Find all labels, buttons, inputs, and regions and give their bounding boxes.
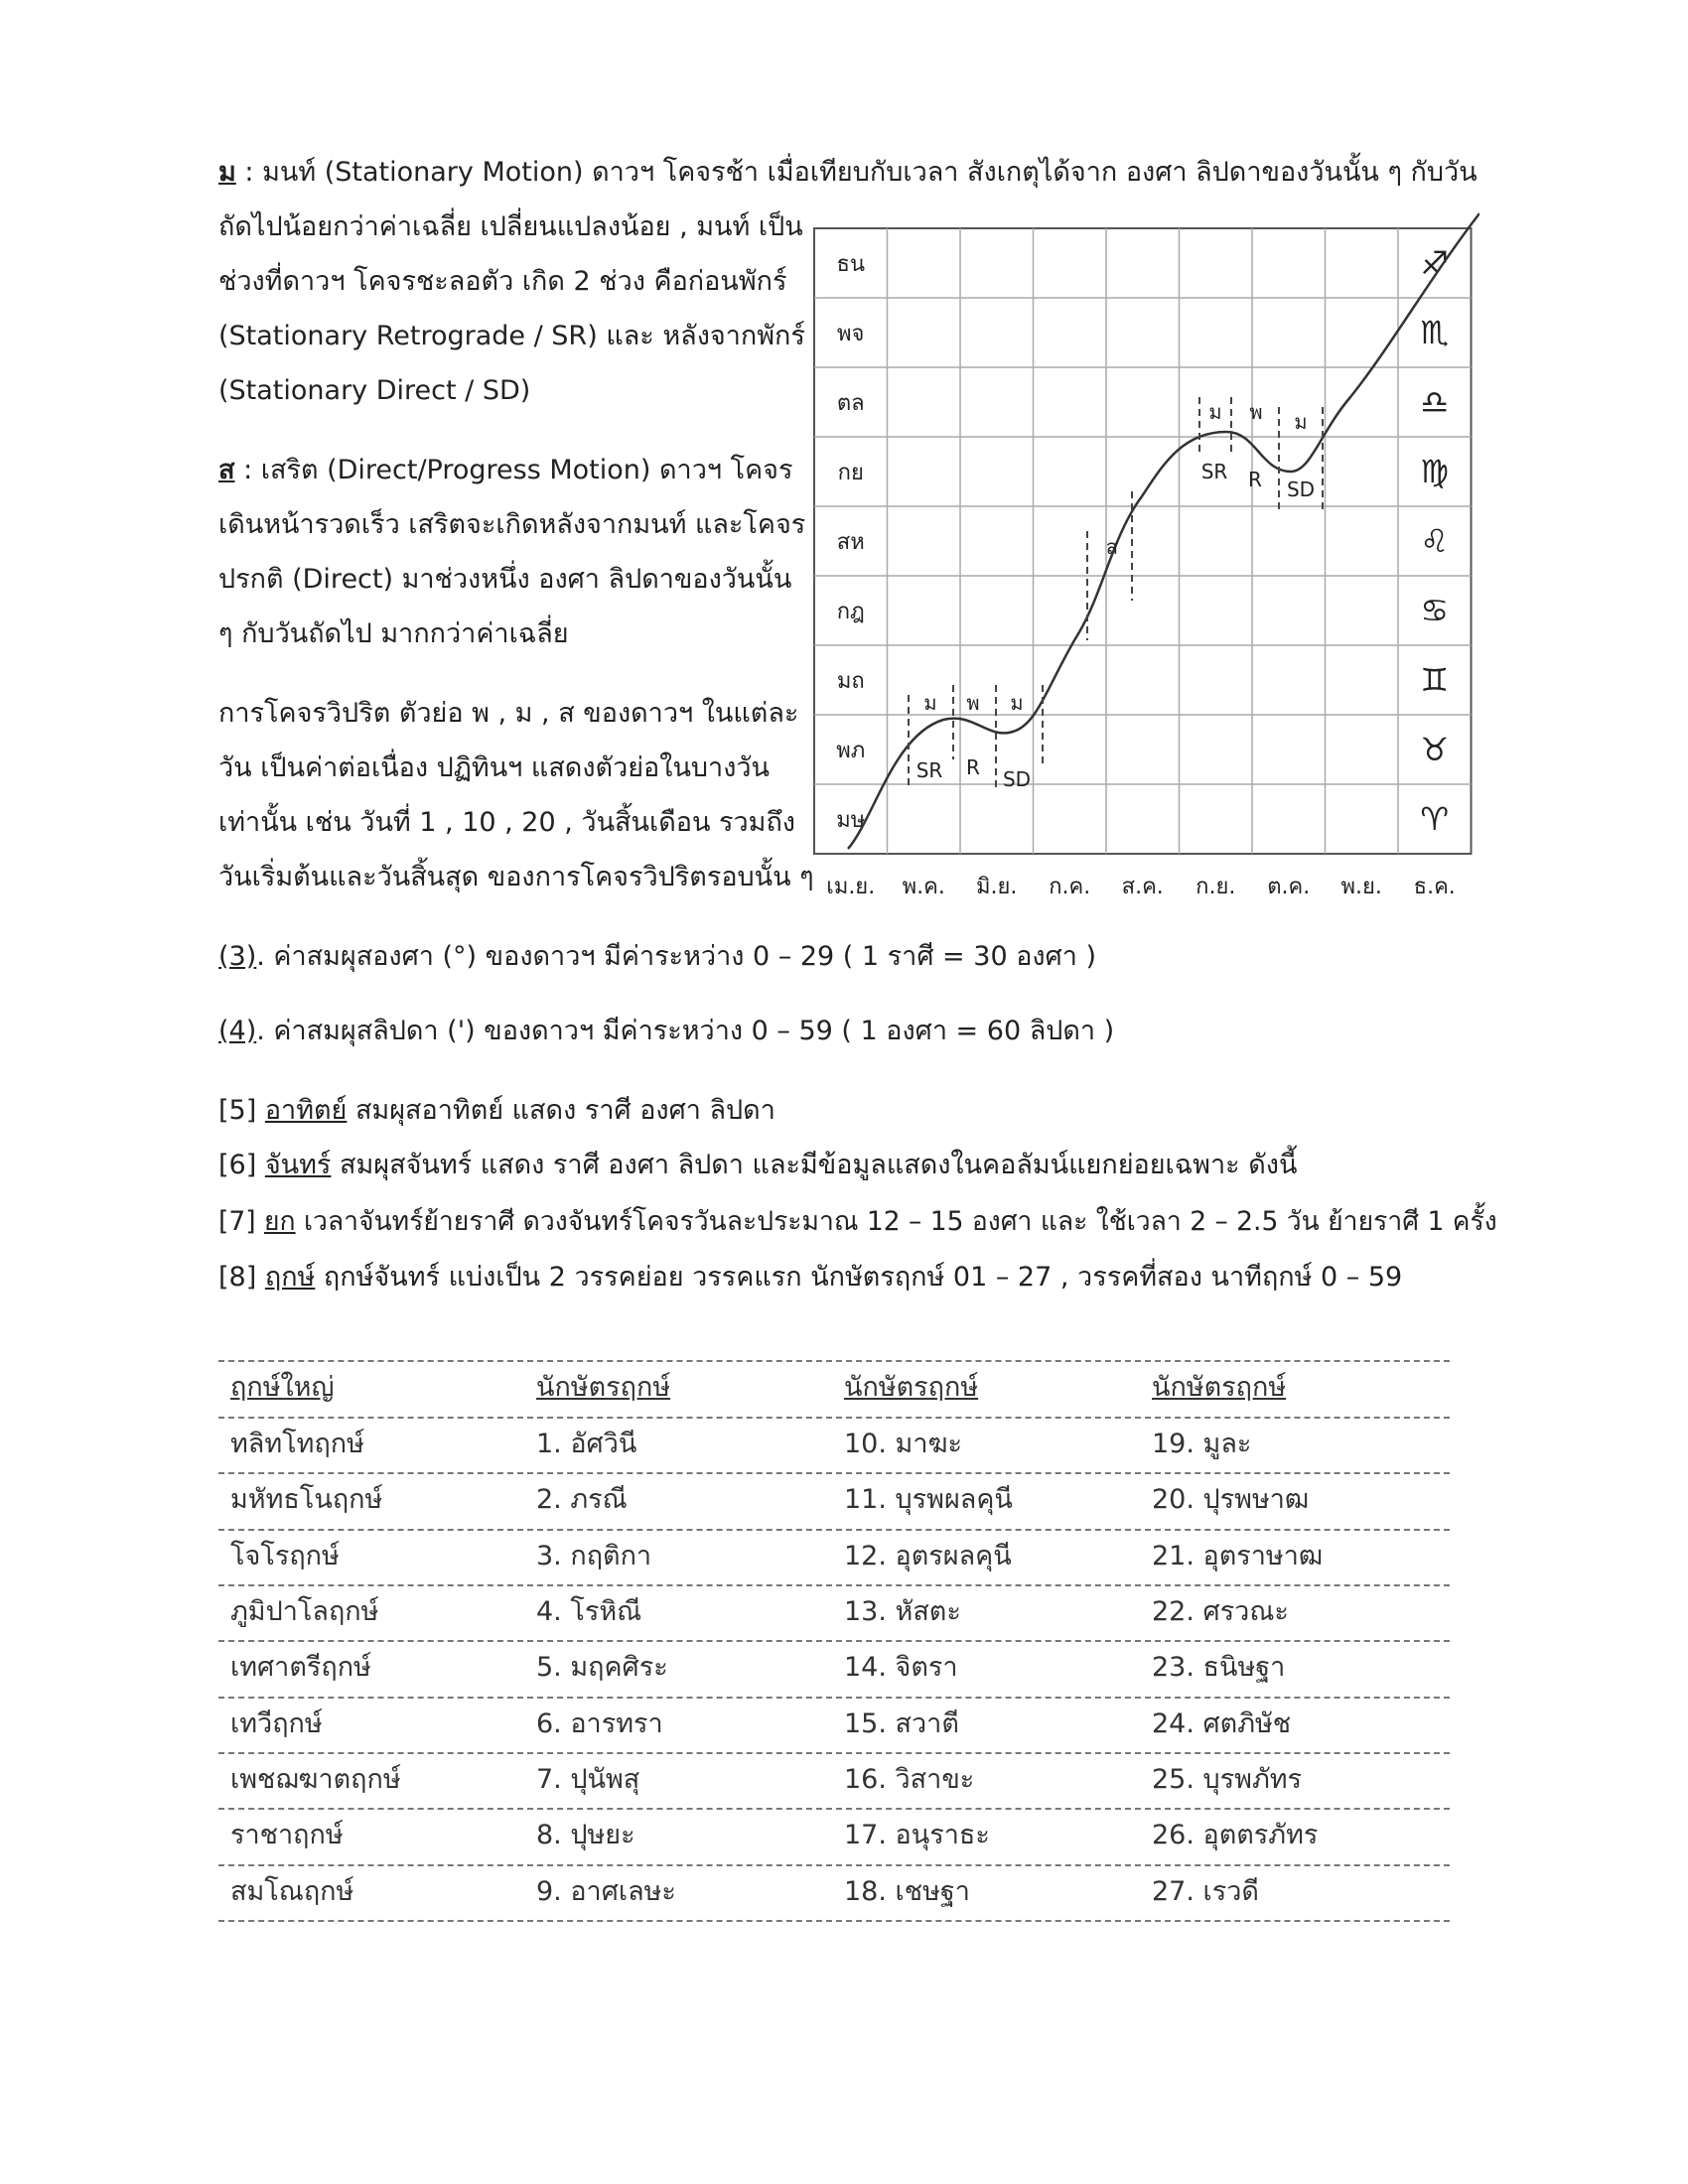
row-label: กย xyxy=(837,461,864,485)
mon-line: (Stationary Retrograde / SR) และ หลังจากพักร์ xyxy=(218,321,805,351)
phase-label: ม xyxy=(1294,410,1308,434)
table-divider xyxy=(218,1808,1450,1810)
table-divider xyxy=(218,1529,1450,1531)
zodiac-sign-icon: ♏ xyxy=(1420,314,1450,351)
mon-line: ช่วงที่ดาวฯ โคจรชะลอตัว เกิด 2 ช่วง คือก่อนพักร์ xyxy=(218,266,787,297)
item-7 xyxy=(218,1203,1497,1241)
phase-label: พ xyxy=(1249,400,1263,424)
item-6 xyxy=(218,1147,1297,1184)
month-label: พ.ย. xyxy=(1340,875,1382,899)
table-cell: 22. ศรวณะ xyxy=(1152,1596,1289,1627)
table-cell: 19. มูละ xyxy=(1152,1429,1252,1459)
table-header: ฤกษ์ใหญ่ xyxy=(230,1372,335,1403)
row-label: สห xyxy=(836,530,865,555)
row-label: ตล xyxy=(836,391,865,416)
serit-text: : เสริต (Direct/Progress Motion) ดาวฯ โคจร xyxy=(234,455,793,485)
table-divider xyxy=(218,1584,1450,1586)
table-cell: 4. โรหิณี xyxy=(536,1596,642,1627)
zodiac-sign-icon: ♊ xyxy=(1420,661,1450,699)
table-cell: 1. อัศวินี xyxy=(536,1429,637,1459)
table-cell: 24. ศตภิษัช xyxy=(1152,1708,1292,1739)
zodiac-sign-icon: ♍ xyxy=(1420,453,1450,490)
row-label: ธน xyxy=(836,252,865,277)
row-label: พภ xyxy=(836,739,866,763)
item-8 xyxy=(218,1259,1402,1297)
table-cell: 13. หัสตะ xyxy=(844,1596,961,1627)
zodiac-sign-icon: ♌ xyxy=(1420,522,1450,560)
table-header: นักษัตรฤกษ์ xyxy=(1152,1372,1287,1403)
item-4-num: (4) xyxy=(218,1016,257,1046)
table-cell: 3. กฤติกา xyxy=(536,1541,652,1571)
row-label: มถ xyxy=(836,669,865,694)
table-cell: 18. เชษฐา xyxy=(844,1876,970,1907)
row-label: กฎ xyxy=(836,600,865,624)
phase-label: R xyxy=(966,755,980,779)
item-5-text: สมผุสอาทิตย์ แสดง ราศี องศา ลิปดา xyxy=(347,1095,775,1126)
table-cell: 9. อาศเลษะ xyxy=(536,1876,676,1907)
table-cell: 23. ธนิษฐา xyxy=(1152,1652,1286,1683)
table-cell: มหัทธโนฤกษ์ xyxy=(230,1484,383,1515)
table-cell: ภูมิปาโลฤกษ์ xyxy=(230,1596,379,1627)
phase-label: ส xyxy=(1105,535,1119,559)
table-header: นักษัตรฤกษ์ xyxy=(536,1372,671,1403)
table-cell: 14. จิตรา xyxy=(844,1652,958,1683)
serit-line: ๆ กับวันถัดไป มากกว่าค่าเฉลี่ย xyxy=(218,618,569,649)
item-3-num: (3) xyxy=(218,941,257,972)
serit-key: ส xyxy=(218,455,235,485)
table-cell: ราชาฤกษ์ xyxy=(230,1820,344,1850)
mon-text: : มนท์ (Stationary Motion) ดาวฯ โคจรช้า เมื่อเทียบกับเวลา สังเกตุได้จาก องศา ลิปดาของวันนั้น ๆ กับวัน xyxy=(235,157,1477,188)
item-4-text: . ค่าสมผุสลิปดา (') ของดาวฯ มีค่าระหว่าง 0 – 59 ( 1 องศา = 60 ลิปดา ) xyxy=(256,1016,1115,1046)
table-divider xyxy=(218,1360,1450,1362)
retrograde-motion-diagram xyxy=(804,208,1479,903)
month-label: ก.ย. xyxy=(1196,875,1236,899)
table-cell: เพชฌฆาตฤกษ์ xyxy=(230,1764,401,1795)
table-divider xyxy=(218,1752,1450,1754)
item-7-num: [7] xyxy=(218,1206,256,1237)
phase-label: SD xyxy=(1002,767,1032,791)
table-divider xyxy=(218,1417,1450,1419)
table-cell: 7. ปุนัพสุ xyxy=(536,1764,640,1795)
table-cell: ทลิทโทฤกษ์ xyxy=(230,1429,364,1459)
table-cell: 5. มฤคศิระ xyxy=(536,1652,668,1683)
table-cell: 10. มาฆะ xyxy=(844,1429,963,1459)
para-line: การโคจรวิปริต ตัวย่อ พ , ม , ส ของดาวฯ ในแต่ละ xyxy=(218,698,799,729)
row-label: มษ xyxy=(836,808,866,833)
zodiac-sign-icon: ♋ xyxy=(1420,592,1450,629)
table-cell: 20. ปุรพษาฒ xyxy=(1152,1484,1310,1515)
table-divider xyxy=(218,1920,1450,1922)
diagram-marks xyxy=(909,397,1323,791)
table-cell: 15. สวาตี xyxy=(844,1708,959,1739)
phase-label: SD xyxy=(1286,478,1316,501)
month-label: มิ.ย. xyxy=(976,875,1018,899)
mon-heading-line xyxy=(218,154,1477,192)
phase-label: พ xyxy=(966,691,980,715)
table-header: นักษัตรฤกษ์ xyxy=(844,1372,979,1403)
item-4 xyxy=(218,1013,1114,1050)
table-cell: เทวีฤกษ์ xyxy=(230,1708,323,1739)
mon-key: ม xyxy=(218,157,236,188)
month-label: ธ.ค. xyxy=(1413,875,1456,899)
phase-label: ม xyxy=(923,691,937,715)
item-6-num: [6] xyxy=(218,1150,257,1180)
table-cell: โจโรฤกษ์ xyxy=(230,1541,340,1571)
row-label: พจ xyxy=(837,322,865,346)
table-cell: 17. อนุราธะ xyxy=(844,1820,990,1850)
month-label: เม.ย. xyxy=(826,875,876,899)
item-8-text: ฤกษ์จันทร์ แบ่งเป็น 2 วรรคย่อย วรรคแรก นักษัตรฤกษ์ 01 – 27 , วรรคที่สอง นาทีฤกษ์ 0 – 59 xyxy=(315,1262,1403,1293)
phase-label: R xyxy=(1248,468,1262,491)
table-cell: เทศาตรีฤกษ์ xyxy=(230,1652,371,1683)
item-7-key: ยก xyxy=(263,1206,296,1237)
diagram-grid xyxy=(814,228,1472,854)
table-divider xyxy=(218,1864,1450,1866)
table-cell: 21. อุตราษาฒ xyxy=(1152,1541,1324,1571)
table-cell: 6. อารทรา xyxy=(536,1708,663,1739)
table-cell: 26. อุตตรภัทร xyxy=(1152,1820,1319,1850)
mon-line: ถัดไปน้อยกว่าค่าเฉลี่ย เปลี่ยนแปลงน้อย , มนท์ เป็น xyxy=(218,211,803,242)
zodiac-sign-icon: ♐ xyxy=(1420,244,1450,282)
item-7-text: เวลาจันทร์ย้ายราศี ดวงจันทร์โคจรวันละประมาณ 12 – 15 องศา และ ใช้เวลา 2 – 2.5 วัน ย้ายราศี 1 ครั้ง xyxy=(295,1206,1497,1237)
para-line: วัน เป็นค่าต่อเนื่อง ปฏิทินฯ แสดงตัวย่อในบางวัน xyxy=(218,752,771,783)
diagram-month-labels xyxy=(826,875,1456,899)
phase-label: ม xyxy=(1010,691,1024,715)
table-cell: สมโณฤกษ์ xyxy=(230,1876,354,1907)
serit-line: ปรกติ (Direct) มาช่วงหนึ่ง องศา ลิปดาของวันนั้น xyxy=(218,564,792,595)
diagram-sign-labels xyxy=(1420,244,1449,838)
item-3-text: . ค่าสมผุสองศา (°) ของดาวฯ มีค่าระหว่าง 0 – 29 ( 1 ราศี = 30 องศา ) xyxy=(256,941,1097,972)
item-8-num: [8] xyxy=(218,1262,257,1293)
para-line: เท่านั้น เช่น วันที่ 1 , 10 , 20 , วันสิ้นเดือน รวมถึง xyxy=(218,807,795,838)
table-cell: 27. เรวดี xyxy=(1152,1876,1259,1907)
table-cell: 25. บุรพภัทร xyxy=(1152,1764,1303,1795)
table-divider xyxy=(218,1697,1450,1699)
zodiac-sign-icon: ♉ xyxy=(1420,731,1450,768)
item-5 xyxy=(218,1092,775,1130)
zodiac-sign-icon: ♈ xyxy=(1420,800,1450,838)
month-label: ส.ค. xyxy=(1121,875,1164,899)
table-cell: 8. ปุษยะ xyxy=(536,1820,635,1850)
item-5-num: [5] xyxy=(218,1095,257,1126)
item-6-key: จันทร์ xyxy=(264,1150,332,1180)
item-5-key: อาทิตย์ xyxy=(264,1095,348,1126)
month-label: ต.ค. xyxy=(1267,875,1311,899)
grid-border xyxy=(814,228,1472,854)
table-cell: 16. วิสาขะ xyxy=(844,1764,975,1795)
diagram-row-labels xyxy=(836,252,865,833)
month-label: ก.ค. xyxy=(1049,875,1091,899)
phase-label: SR xyxy=(1200,460,1228,483)
serit-line: เดินหน้ารวดเร็ว เสริตจะเกิดหลังจากมนท์ และโคจร xyxy=(218,509,806,540)
table-cell: 12. อุตรผลคุนี xyxy=(844,1541,1012,1571)
zodiac-sign-icon: ♎ xyxy=(1420,383,1450,421)
item-3 xyxy=(218,938,1096,976)
motion-curve xyxy=(848,213,1479,849)
phase-label: ม xyxy=(1208,400,1222,424)
serit-heading-line xyxy=(218,452,793,489)
table-cell: 2. ภรณี xyxy=(536,1484,628,1515)
table-divider xyxy=(218,1640,1450,1642)
mon-line: (Stationary Direct / SD) xyxy=(218,375,531,406)
item-8-key: ฤกษ์ xyxy=(264,1262,316,1293)
table-divider xyxy=(218,1472,1450,1474)
item-6-text: สมผุสจันทร์ แสดง ราศี องศา ลิปดา และมีข้อมูลแสดงในคอลัมน์แยกย่อยเฉพาะ ดังนี้ xyxy=(331,1150,1298,1180)
table-cell: 11. บุรพผลคุนี xyxy=(844,1484,1013,1515)
month-label: พ.ค. xyxy=(902,875,945,899)
phase-label: SR xyxy=(915,758,943,782)
para-line: วันเริ่มต้นและวันสิ้นสุด ของการโคจรวิปริตรอบนั้น ๆ xyxy=(218,862,814,892)
